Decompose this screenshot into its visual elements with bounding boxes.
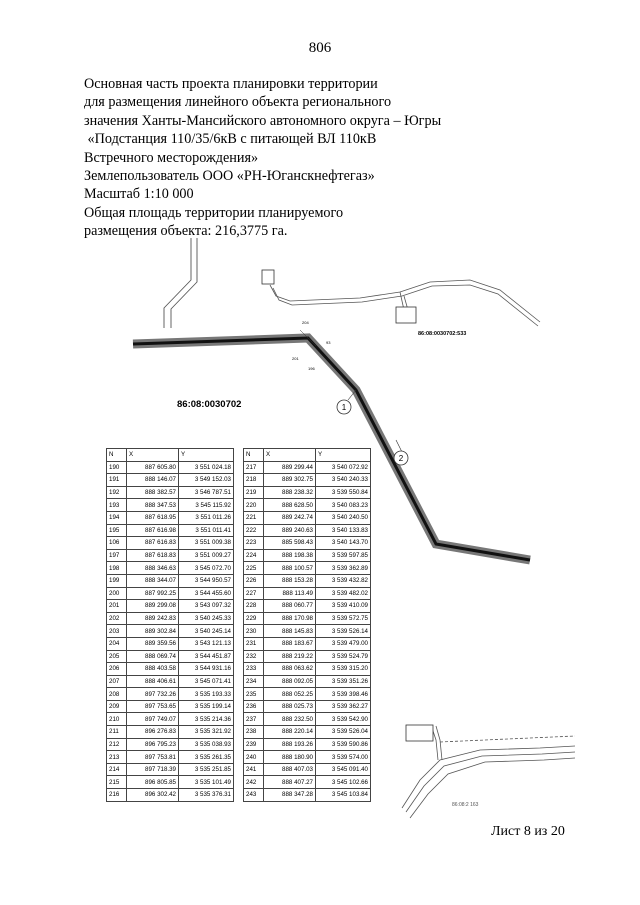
y-coordinate-cell: 3 539 597.85 <box>316 549 371 562</box>
point-number-cell: 203 <box>107 625 127 638</box>
x-coordinate-cell: 888 406.61 <box>127 675 179 688</box>
table-row <box>244 549 371 562</box>
table-row <box>244 486 371 499</box>
x-coordinate-cell: 887 616.98 <box>127 524 179 537</box>
y-coordinate-cell: 3 539 351.26 <box>316 675 371 688</box>
x-coordinate-cell: 888 193.26 <box>264 738 316 751</box>
header-line: Основная часть проекта планировки территории <box>84 76 378 92</box>
table-row <box>244 625 371 638</box>
table-row <box>244 461 371 474</box>
point-number-cell: 199 <box>107 574 127 587</box>
point-number-cell: 229 <box>244 612 264 625</box>
x-coordinate-cell: 889 302.84 <box>127 625 179 638</box>
y-coordinate-cell: 3 539 572.75 <box>316 612 371 625</box>
point-number-cell: 240 <box>244 751 264 764</box>
table-row <box>107 763 234 776</box>
point-number-cell: 243 <box>244 789 264 802</box>
point-number-cell: 210 <box>107 713 127 726</box>
table-row <box>107 486 234 499</box>
x-coordinate-cell: 889 242.74 <box>264 511 316 524</box>
point-number-cell: 219 <box>244 486 264 499</box>
y-coordinate-cell: 3 551 024.18 <box>179 461 234 474</box>
y-coordinate-cell: 3 540 245.33 <box>179 612 234 625</box>
x-coordinate-cell: 888 238.32 <box>264 486 316 499</box>
column-header: N <box>244 449 264 462</box>
table-row <box>244 600 371 613</box>
header-line: для размещения линейного объекта регионального <box>84 94 392 111</box>
x-coordinate-cell: 888 344.07 <box>127 574 179 587</box>
point-number-cell: 221 <box>244 511 264 524</box>
x-coordinate-cell: 897 718.39 <box>127 763 179 776</box>
y-coordinate-cell: 3 535 251.85 <box>179 763 234 776</box>
x-coordinate-cell: 888 382.57 <box>127 486 179 499</box>
y-coordinate-cell: 3 540 133.83 <box>316 524 371 537</box>
x-coordinate-cell: 888 347.28 <box>264 789 316 802</box>
point-number-cell: 213 <box>107 751 127 764</box>
point-number-cell: 232 <box>244 650 264 663</box>
x-coordinate-cell: 889 299.44 <box>264 461 316 474</box>
table-row <box>107 474 234 487</box>
x-coordinate-cell: 888 060.77 <box>264 600 316 613</box>
x-coordinate-cell: 889 299.08 <box>127 600 179 613</box>
header-line: Масштаб 1:10 000 <box>84 186 194 203</box>
table-row <box>107 700 234 713</box>
page-number: 806 <box>308 40 332 56</box>
y-coordinate-cell: 3 539 526.04 <box>316 726 371 739</box>
x-coordinate-cell: 896 276.83 <box>127 726 179 739</box>
point-number-cell: 231 <box>244 637 264 650</box>
table-row <box>107 751 234 764</box>
column-header: X <box>127 449 179 462</box>
point-number-cell: 237 <box>244 713 264 726</box>
table-row <box>107 726 234 739</box>
point-number-cell: 241 <box>244 763 264 776</box>
x-coordinate-cell: 888 063.62 <box>264 663 316 676</box>
point-number-cell: 234 <box>244 675 264 688</box>
point-number-cell: 192 <box>107 486 127 499</box>
y-coordinate-cell: 3 539 524.79 <box>316 650 371 663</box>
table-row <box>244 675 371 688</box>
point-number-cell: 224 <box>244 549 264 562</box>
y-coordinate-cell: 3 545 102.66 <box>316 776 371 789</box>
table-row <box>244 751 371 764</box>
point-number-cell: 209 <box>107 700 127 713</box>
map-road-left <box>164 238 197 328</box>
x-coordinate-cell: 888 025.73 <box>264 700 316 713</box>
y-coordinate-cell: 3 543 121.13 <box>179 637 234 650</box>
table-header-row <box>244 449 371 462</box>
point-number-cell: 236 <box>244 700 264 713</box>
x-coordinate-cell: 888 180.90 <box>264 751 316 764</box>
parcel-label-163: 86:08:2 163 <box>452 802 479 808</box>
y-coordinate-cell: 3 551 009.38 <box>179 537 234 550</box>
point-number-cell: 204 <box>107 637 127 650</box>
table-row <box>244 713 371 726</box>
table-row <box>107 663 234 676</box>
point-number-cell: 201 <box>107 600 127 613</box>
y-coordinate-cell: 3 539 526.14 <box>316 625 371 638</box>
y-coordinate-cell: 3 535 199.14 <box>179 700 234 713</box>
y-coordinate-cell: 3 545 115.92 <box>179 499 234 512</box>
x-coordinate-cell: 888 113.49 <box>264 587 316 600</box>
point-number-cell: 211 <box>107 726 127 739</box>
table-row <box>107 776 234 789</box>
point-number-cell: 190 <box>107 461 127 474</box>
y-coordinate-cell: 3 544 931.16 <box>179 663 234 676</box>
coordinates-table-right <box>243 448 371 802</box>
header-line: значения Ханты-Мансийского автономного округа – Югры <box>84 112 442 129</box>
parcel-label: 86:08:0030702 <box>177 399 242 410</box>
point-number-cell: 106 <box>107 537 127 550</box>
callout-1-label: 1 <box>341 403 347 412</box>
x-coordinate-cell: 885 598.43 <box>264 537 316 550</box>
y-coordinate-cell: 3 539 398.46 <box>316 688 371 701</box>
table-row <box>107 524 234 537</box>
table-row <box>107 738 234 751</box>
y-coordinate-cell: 3 539 550.84 <box>316 486 371 499</box>
point-number-cell: 197 <box>107 549 127 562</box>
x-coordinate-cell: 888 198.38 <box>264 549 316 562</box>
x-coordinate-cell: 896 805.85 <box>127 776 179 789</box>
table-header-row <box>107 449 234 462</box>
y-coordinate-cell: 3 540 240.33 <box>316 474 371 487</box>
point-number-cell: 217 <box>244 461 264 474</box>
table-row <box>107 574 234 587</box>
table-row <box>244 763 371 776</box>
table-row <box>107 562 234 575</box>
y-coordinate-cell: 3 545 103.84 <box>316 789 371 802</box>
point-number-cell: 233 <box>244 663 264 676</box>
x-coordinate-cell: 888 092.05 <box>264 675 316 688</box>
x-coordinate-cell: 896 302.42 <box>127 789 179 802</box>
x-coordinate-cell: 897 753.65 <box>127 700 179 713</box>
y-coordinate-cell: 3 539 574.00 <box>316 751 371 764</box>
point-number-cell: 222 <box>244 524 264 537</box>
y-coordinate-cell: 3 539 315.20 <box>316 663 371 676</box>
header-line: размещения объекта: 216,3775 га. <box>84 223 288 240</box>
point-number-cell: 235 <box>244 688 264 701</box>
y-coordinate-cell: 3 551 011.41 <box>179 524 234 537</box>
sheet-footer: Лист 8 из 20 <box>491 824 565 839</box>
table-row <box>244 511 371 524</box>
y-coordinate-cell: 3 539 362.89 <box>316 562 371 575</box>
table-row <box>107 637 234 650</box>
map-building <box>406 725 433 741</box>
point-number-cell: 220 <box>244 499 264 512</box>
y-coordinate-cell: 3 539 410.09 <box>316 600 371 613</box>
y-coordinate-cell: 3 549 152.03 <box>179 474 234 487</box>
x-coordinate-cell: 888 069.74 <box>127 650 179 663</box>
column-header: Y <box>316 449 371 462</box>
column-header: N <box>107 449 127 462</box>
map-building <box>396 307 416 323</box>
y-coordinate-cell: 3 539 432.82 <box>316 574 371 587</box>
y-coordinate-cell: 3 539 479.00 <box>316 637 371 650</box>
table-row <box>107 511 234 524</box>
point-number-cell: 198 <box>107 562 127 575</box>
table-row <box>244 562 371 575</box>
table-row <box>244 612 371 625</box>
table-row <box>244 663 371 676</box>
x-coordinate-cell: 897 753.81 <box>127 751 179 764</box>
x-coordinate-cell: 888 183.67 <box>264 637 316 650</box>
point-number-cell: 216 <box>107 789 127 802</box>
x-coordinate-cell: 888 347.53 <box>127 499 179 512</box>
x-coordinate-cell: 888 407.03 <box>264 763 316 776</box>
y-coordinate-cell: 3 535 193.33 <box>179 688 234 701</box>
x-coordinate-cell: 897 749.07 <box>127 713 179 726</box>
y-coordinate-cell: 3 545 091.40 <box>316 763 371 776</box>
y-coordinate-cell: 3 544 950.57 <box>179 574 234 587</box>
y-coordinate-cell: 3 551 009.27 <box>179 549 234 562</box>
map-callout <box>337 390 356 414</box>
x-coordinate-cell: 889 302.75 <box>264 474 316 487</box>
table-row <box>244 688 371 701</box>
point-number-cell: 195 <box>107 524 127 537</box>
point-number-cell: 239 <box>244 738 264 751</box>
x-coordinate-cell: 888 170.98 <box>264 612 316 625</box>
column-header: Y <box>179 449 234 462</box>
table-row <box>107 650 234 663</box>
x-coordinate-cell: 888 219.22 <box>264 650 316 663</box>
point-number-cell: 208 <box>107 688 127 701</box>
table-row <box>244 474 371 487</box>
point-number-cell: 228 <box>244 600 264 613</box>
table-row <box>244 537 371 550</box>
table-row <box>244 789 371 802</box>
table-row <box>244 738 371 751</box>
y-coordinate-cell: 3 546 787.51 <box>179 486 234 499</box>
y-coordinate-cell: 3 540 083.23 <box>316 499 371 512</box>
column-header: X <box>264 449 316 462</box>
header-line: «Подстанция 110/35/6кВ с питающей ВЛ 110кВ <box>84 131 377 148</box>
x-coordinate-cell: 896 795.23 <box>127 738 179 751</box>
table-row <box>107 499 234 512</box>
table-row <box>244 650 371 663</box>
y-coordinate-cell: 3 540 245.14 <box>179 625 234 638</box>
point-number-cell: 206 <box>107 663 127 676</box>
point-label: 204 <box>302 320 309 325</box>
point-number-cell: 223 <box>244 537 264 550</box>
callout-2-label: 2 <box>398 454 404 463</box>
x-coordinate-cell: 887 618.83 <box>127 549 179 562</box>
x-coordinate-cell: 889 240.63 <box>264 524 316 537</box>
y-coordinate-cell: 3 539 542.90 <box>316 713 371 726</box>
table-row <box>107 612 234 625</box>
table-row <box>107 537 234 550</box>
y-coordinate-cell: 3 540 240.50 <box>316 511 371 524</box>
table-row <box>244 587 371 600</box>
x-coordinate-cell: 887 605.80 <box>127 461 179 474</box>
parcel-label-533: 86:08:0030702:533 <box>418 331 467 337</box>
table-row <box>107 675 234 688</box>
table-row <box>107 688 234 701</box>
y-coordinate-cell: 3 544 451.87 <box>179 650 234 663</box>
map-building <box>262 270 274 284</box>
header-line: Землепользователь ООО «РН-Юганскнефтегаз» <box>84 168 375 185</box>
map-callout <box>394 440 408 465</box>
table-row <box>107 600 234 613</box>
table-row <box>107 789 234 802</box>
y-coordinate-cell: 3 535 376.31 <box>179 789 234 802</box>
point-number-cell: 207 <box>107 675 127 688</box>
x-coordinate-cell: 888 153.28 <box>264 574 316 587</box>
y-coordinate-cell: 3 539 362.27 <box>316 700 371 713</box>
y-coordinate-cell: 3 539 482.02 <box>316 587 371 600</box>
table-row <box>107 549 234 562</box>
x-coordinate-cell: 888 145.83 <box>264 625 316 638</box>
table-row <box>244 726 371 739</box>
point-number-cell: 205 <box>107 650 127 663</box>
x-coordinate-cell: 887 992.25 <box>127 587 179 600</box>
table-row <box>244 776 371 789</box>
point-number-cell: 191 <box>107 474 127 487</box>
x-coordinate-cell: 888 232.50 <box>264 713 316 726</box>
y-coordinate-cell: 3 543 097.32 <box>179 600 234 613</box>
x-coordinate-cell: 889 359.56 <box>127 637 179 650</box>
point-number-cell: 193 <box>107 499 127 512</box>
table-row <box>244 524 371 537</box>
point-label: 201 <box>292 356 299 361</box>
y-coordinate-cell: 3 535 214.36 <box>179 713 234 726</box>
y-coordinate-cell: 3 545 072.70 <box>179 562 234 575</box>
y-coordinate-cell: 3 551 011.26 <box>179 511 234 524</box>
x-coordinate-cell: 888 052.25 <box>264 688 316 701</box>
point-number-cell: 230 <box>244 625 264 638</box>
x-coordinate-cell: 888 146.07 <box>127 474 179 487</box>
y-coordinate-cell: 3 540 143.70 <box>316 537 371 550</box>
x-coordinate-cell: 897 732.26 <box>127 688 179 701</box>
point-number-cell: 212 <box>107 738 127 751</box>
point-number-cell: 194 <box>107 511 127 524</box>
table-row <box>244 700 371 713</box>
point-number-cell: 215 <box>107 776 127 789</box>
x-coordinate-cell: 888 403.58 <box>127 663 179 676</box>
y-coordinate-cell: 3 535 261.35 <box>179 751 234 764</box>
table-row <box>107 713 234 726</box>
point-number-cell: 202 <box>107 612 127 625</box>
header-line: Встречного месторождения» <box>84 149 259 166</box>
point-number-cell: 218 <box>244 474 264 487</box>
table-row <box>107 625 234 638</box>
y-coordinate-cell: 3 535 101.49 <box>179 776 234 789</box>
table-row <box>107 461 234 474</box>
x-coordinate-cell: 889 242.83 <box>127 612 179 625</box>
y-coordinate-cell: 3 540 072.92 <box>316 461 371 474</box>
y-coordinate-cell: 3 544 455.60 <box>179 587 234 600</box>
point-number-cell: 227 <box>244 587 264 600</box>
y-coordinate-cell: 3 545 071.41 <box>179 675 234 688</box>
point-number-cell: 200 <box>107 587 127 600</box>
header-line: Общая площадь территории планируемого <box>84 204 344 221</box>
x-coordinate-cell: 888 346.63 <box>127 562 179 575</box>
table-row <box>244 574 371 587</box>
table-row <box>107 587 234 600</box>
point-number-cell: 214 <box>107 763 127 776</box>
x-coordinate-cell: 888 628.50 <box>264 499 316 512</box>
coordinates-table-left <box>106 448 234 802</box>
y-coordinate-cell: 3 539 590.86 <box>316 738 371 751</box>
table-row <box>244 499 371 512</box>
y-coordinate-cell: 3 535 321.92 <box>179 726 234 739</box>
x-coordinate-cell: 887 618.95 <box>127 511 179 524</box>
x-coordinate-cell: 887 616.83 <box>127 537 179 550</box>
x-coordinate-cell: 888 220.14 <box>264 726 316 739</box>
point-number-cell: 242 <box>244 776 264 789</box>
x-coordinate-cell: 888 100.57 <box>264 562 316 575</box>
y-coordinate-cell: 3 535 038.93 <box>179 738 234 751</box>
point-number-cell: 238 <box>244 726 264 739</box>
point-label: 93 <box>326 340 331 345</box>
point-number-cell: 226 <box>244 574 264 587</box>
point-number-cell: 225 <box>244 562 264 575</box>
x-coordinate-cell: 888 407.27 <box>264 776 316 789</box>
table-row <box>244 637 371 650</box>
point-label: 196 <box>308 366 315 371</box>
